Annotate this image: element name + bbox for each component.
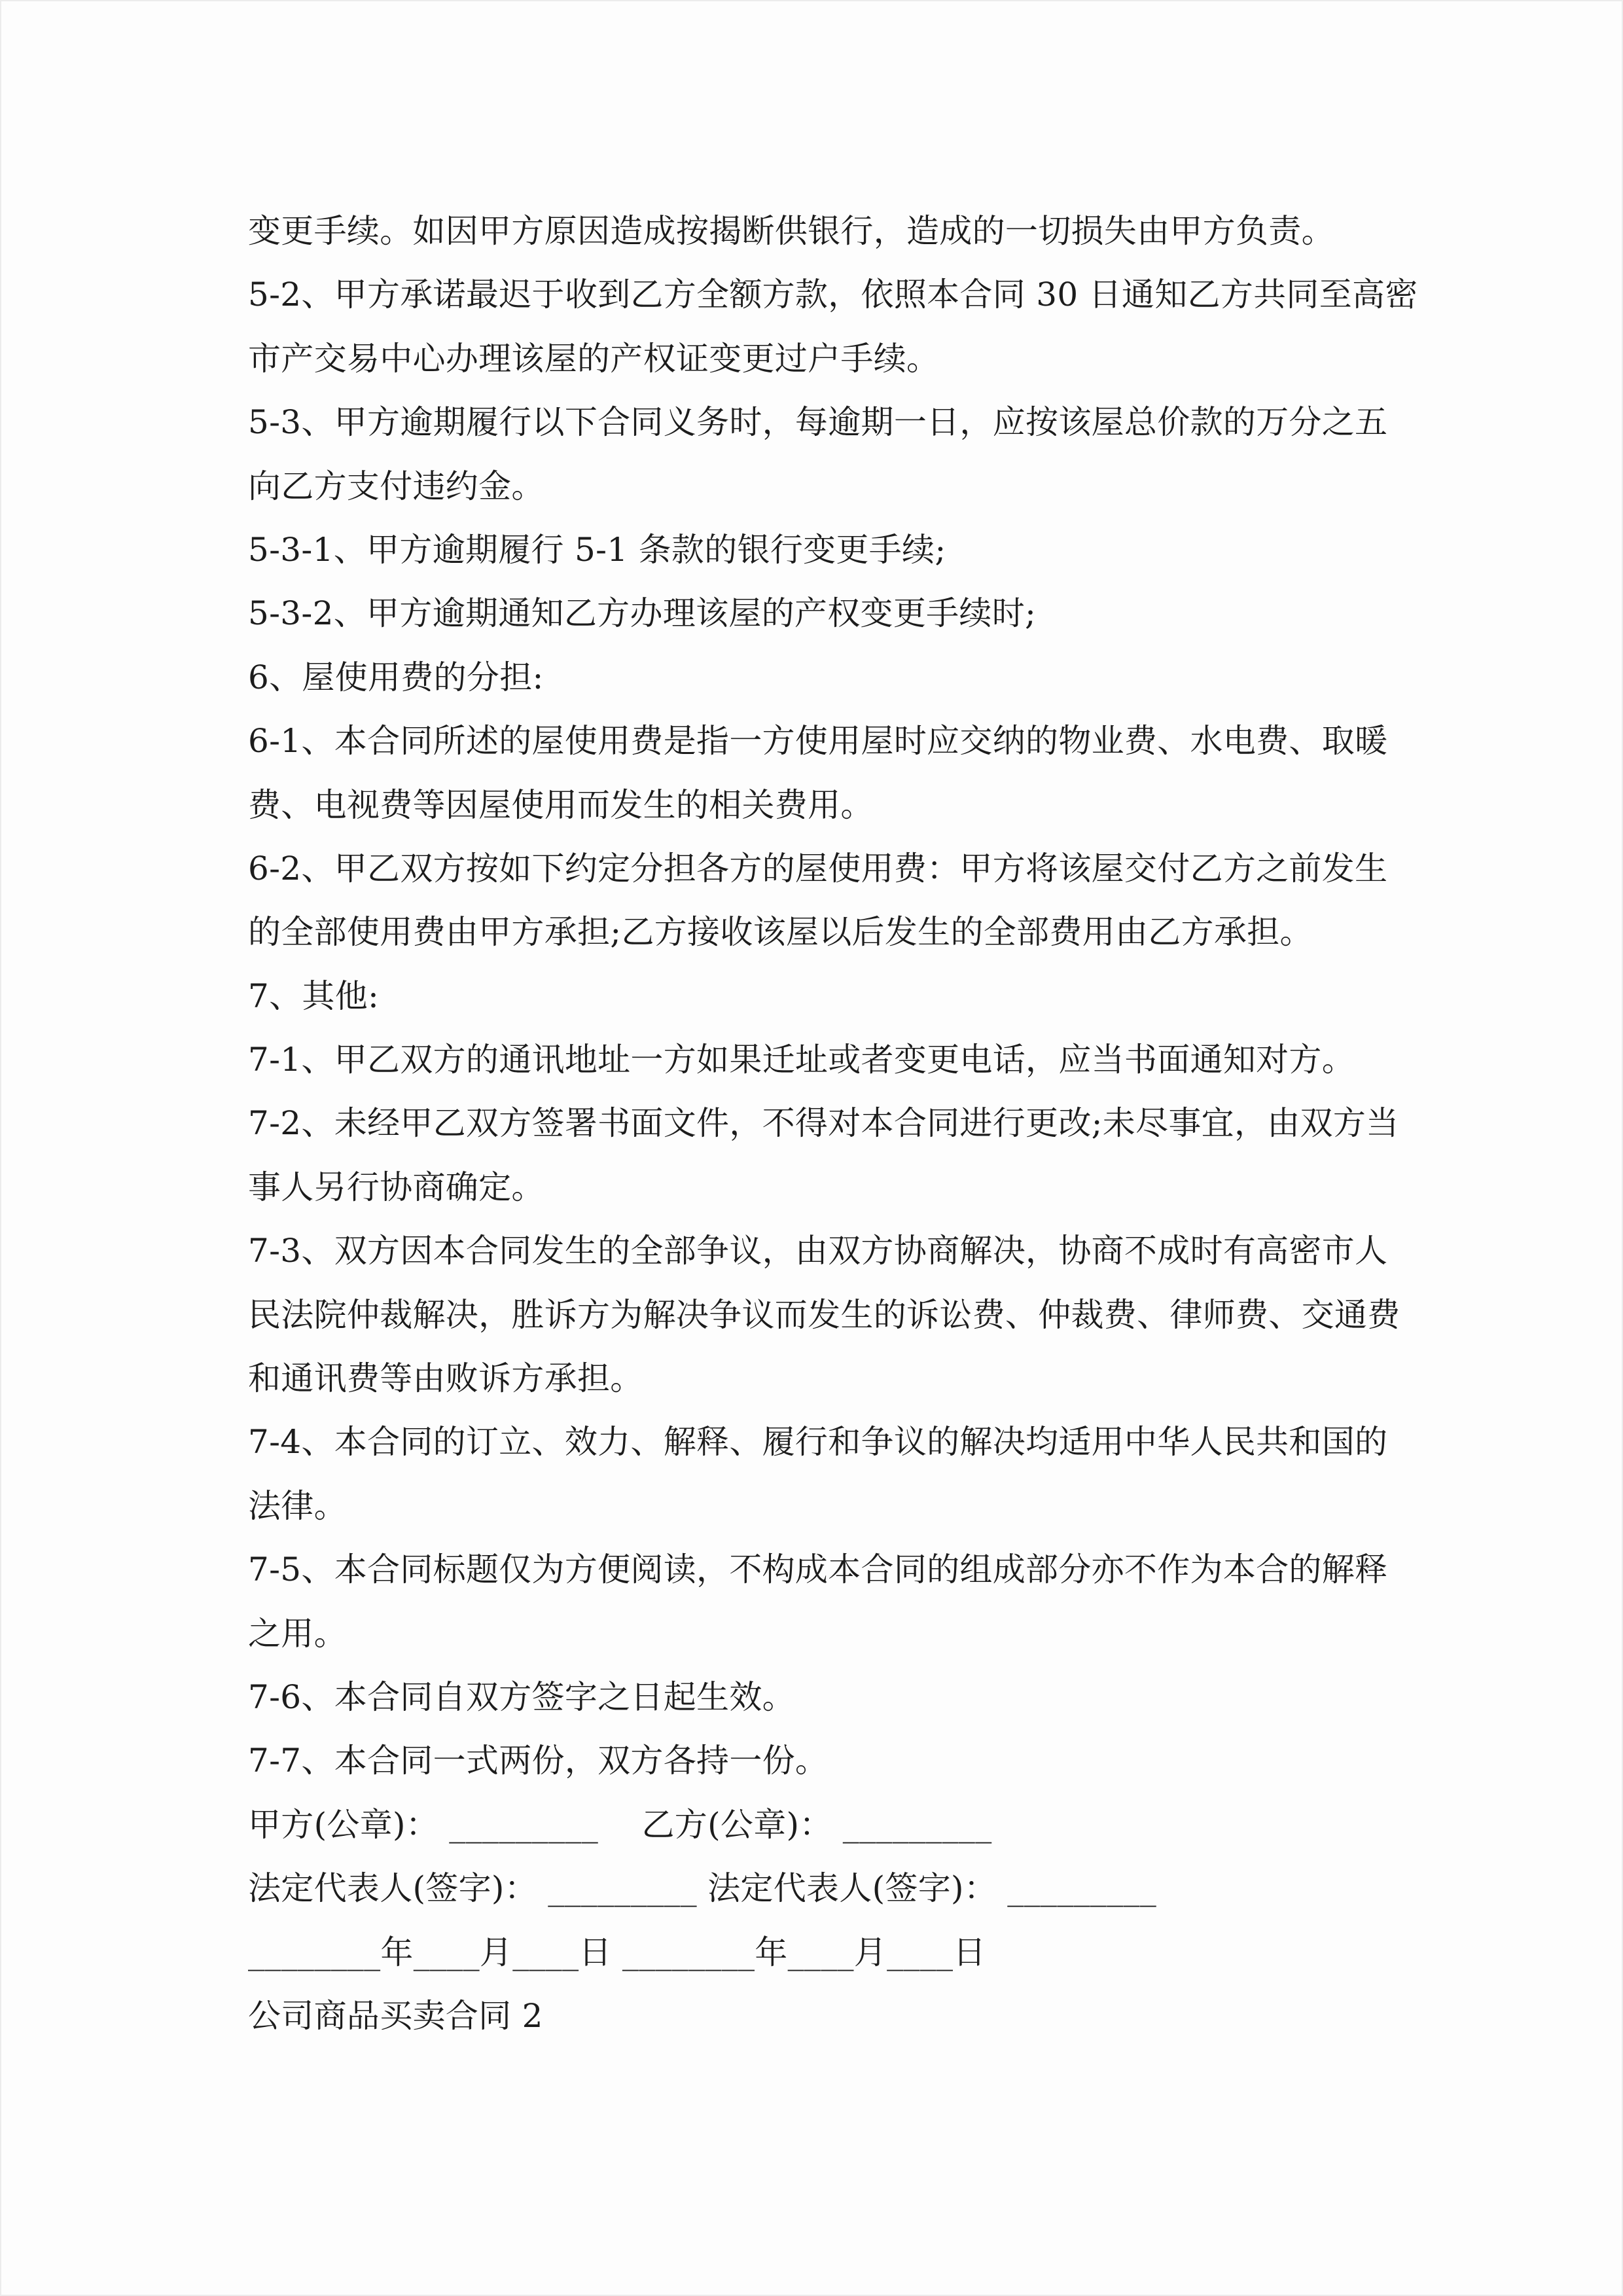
signature-date-line: ________年____月____日 ________年____月____日 bbox=[248, 1933, 986, 1971]
contract-clause-7-5: 7-5、本合同标题仅为方便阅读，不构成本合同的组成部分亦不作为本合的解释 bbox=[248, 1551, 1388, 1589]
contract-line: 民法院仲裁解决，胜诉方为解决争议而发生的诉讼费、仲裁费、律师费、交通费 bbox=[248, 1295, 1400, 1334]
contract-line: 市产交易中心办理该屋的产权证变更过户手续。 bbox=[248, 339, 940, 378]
contract-line: 法律。 bbox=[248, 1486, 347, 1525]
contract-clause-7: 7、其他: bbox=[248, 977, 380, 1015]
contract-line: 之用。 bbox=[248, 1614, 347, 1653]
signature-representative-line: 法定代表人(签字)： _________ 法定代表人(签字)： _________ bbox=[248, 1869, 1157, 1908]
contract-clause-7-7: 7-7、本合同一式两份，双方各持一份。 bbox=[248, 1742, 829, 1780]
contract-line: 和通讯费等由败诉方承担。 bbox=[248, 1359, 643, 1398]
contract-line: 变更手续。如因甲方原因造成按揭断供银行，造成的一切损失由甲方负责。 bbox=[248, 212, 1334, 250]
contract-line: 事人另行协商确定。 bbox=[248, 1168, 544, 1206]
contract-clause-5-3-2: 5-3-2、甲方逾期通知乙方办理该屋的产权变更手续时; bbox=[248, 594, 1037, 633]
contract-clause-7-6: 7-6、本合同自双方签字之日起生效。 bbox=[248, 1677, 795, 1716]
contract-clause-7-4: 7-4、本合同的订立、效力、解释、履行和争议的解决均适用中华人民共和国的 bbox=[248, 1423, 1388, 1462]
contract-clause-6-1: 6-1、本合同所述的屋使用费是指一方使用屋时应交纳的物业费、水电费、取暖 bbox=[248, 722, 1388, 761]
contract-line: 费、电视费等因屋使用而发生的相关费用。 bbox=[248, 785, 874, 824]
contract-clause-5-3: 5-3、甲方逾期履行以下合同义务时，每逾期一日，应按该屋总价款的万分之五 bbox=[248, 403, 1388, 442]
contract-line: 向乙方支付违约金。 bbox=[248, 467, 544, 505]
contract-line: 的全部使用费由甲方承担;乙方接收该屋以后发生的全部费用由乙方承担。 bbox=[248, 913, 1313, 952]
contract-clause-6: 6、屋使用费的分担: bbox=[248, 658, 544, 696]
contract-clause-7-2: 7-2、未经甲乙双方签署书面文件，不得对本合同进行更改;未尽事宜，由双方当 bbox=[248, 1104, 1399, 1143]
contract-clause-7-3: 7-3、双方因本合同发生的全部争议，由双方协商解决，协商不成时有高密市人 bbox=[248, 1232, 1388, 1270]
contract-clause-5-2: 5-2、甲方承诺最迟于收到乙方全额方款，依照本合同 30 日通知乙方共同至高密 bbox=[248, 276, 1418, 314]
contract-clause-7-1: 7-1、甲乙双方的通讯地址一方如果迁址或者变更电话，应当书面通知对方。 bbox=[248, 1041, 1355, 1079]
contract-body bbox=[248, 200, 1419, 2048]
contract-clause-6-2: 6-2、甲乙双方按如下约定分担各方的屋使用费：甲方将该屋交付乙方之前发生 bbox=[248, 849, 1388, 888]
next-section-title: 公司商品买卖合同 2 bbox=[248, 1996, 543, 2035]
contract-clause-5-3-1: 5-3-1、甲方逾期履行 5-1 条款的银行变更手续; bbox=[248, 530, 946, 569]
signature-seal-line: 甲方(公章)： _________ 乙方(公章)： _________ bbox=[248, 1805, 992, 1844]
